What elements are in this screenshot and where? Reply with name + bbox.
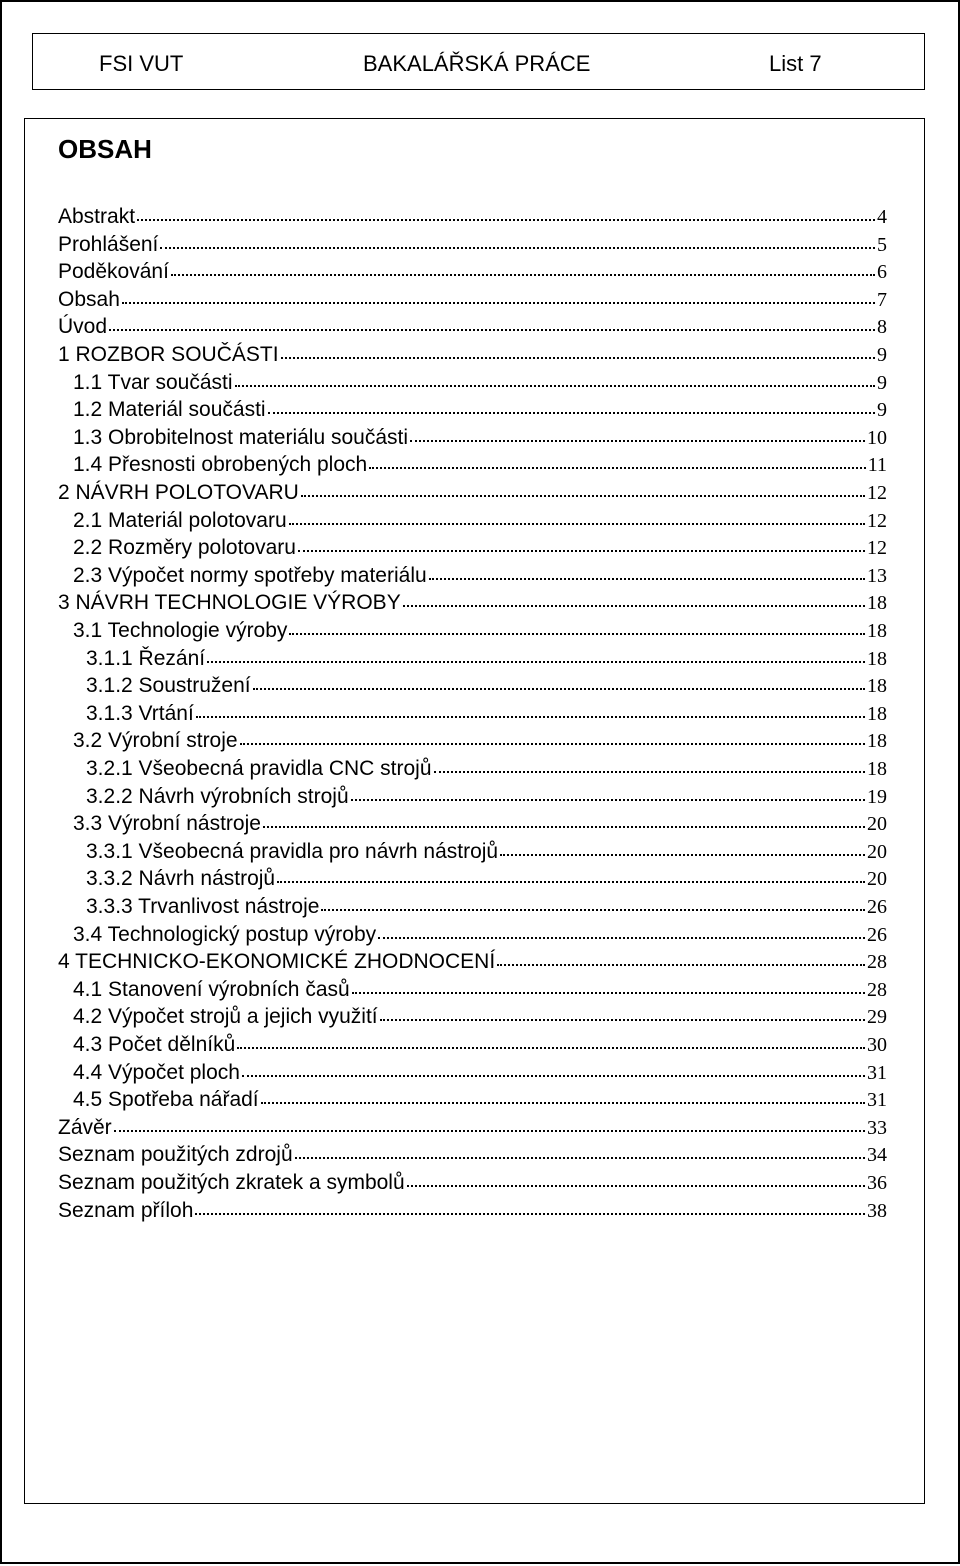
toc-dot-leader [277,875,865,883]
toc-entry-page-number: 9 [877,344,887,366]
toc-entry-label: 3.2 Výrobní stroje [73,729,238,753]
toc-entry-page-number: 29 [867,1006,887,1029]
toc-entry-label: 1.1 Tvar součásti [73,370,233,394]
toc-entry-label: 4.2 Výpočet strojů a jejich využití [73,1005,378,1029]
toc-dot-leader [109,323,875,331]
header-page-number: List 7 [769,51,822,76]
toc-entry[interactable] [86,757,887,785]
toc-entry-page-number: 31 [867,1089,887,1112]
toc-entry-page-number: 12 [867,482,887,504]
toc-entry-label: 3.3 Výrobní nástroje [73,812,261,836]
toc-entry[interactable] [58,591,887,619]
toc-dot-leader [242,1069,865,1077]
toc-entry-label: 3.4 Technologický postup výroby [73,922,377,946]
toc-dot-leader [434,765,865,773]
toc-entry[interactable] [58,1143,887,1171]
toc-entry[interactable] [73,1088,887,1116]
toc-entry-label: 3.1 Technologie výroby [73,619,288,642]
toc-dot-leader [137,213,875,221]
toc-entry-page-number: 5 [877,233,887,256]
toc-entry[interactable] [58,315,887,343]
toc-entry[interactable] [86,647,887,675]
toc-entry[interactable] [58,950,887,978]
toc-entry-label: Seznam příloh [58,1198,194,1222]
toc-entry-page-number: 26 [867,896,887,918]
toc-entry-label: 4 TECHNICKO-EKONOMICKÉ ZHODNOCENÍ [58,950,496,974]
toc-entry-page-number: 19 [867,785,887,808]
toc-entry-page-number: 31 [867,1061,887,1084]
toc-entry-page-number: 11 [867,454,887,477]
toc-entry[interactable] [73,729,887,757]
toc-entry[interactable] [73,619,887,647]
toc-dot-leader [301,489,865,497]
toc-entry-page-number: 10 [867,426,887,449]
toc-entry-label: Abstrakt [58,205,136,228]
toc-entry-label: Závěr [58,1115,112,1139]
toc-entry-page-number: 20 [867,813,887,836]
toc-dot-leader [171,268,875,276]
toc-entry[interactable] [73,398,887,426]
toc-entry[interactable] [73,923,887,951]
toc-entry-label: Prohlášení [58,232,159,256]
toc-dot-leader [195,1207,865,1215]
toc-entry[interactable] [86,867,887,895]
toc-entry[interactable] [86,840,887,868]
toc-entry-page-number: 13 [867,564,887,587]
toc-entry-page-number: 12 [867,509,887,532]
toc-entry-page-number: 9 [877,371,887,394]
toc-entry-page-number: 38 [867,1199,887,1222]
toc-entry-label: 3.3.1 Všeobecná pravidla pro návrh nástrojů [86,839,499,863]
toc-entry-page-number: 9 [877,399,887,422]
toc-entry-page-number: 36 [867,1172,887,1194]
toc-entry-label: Poděkování [58,260,169,284]
toc-entry[interactable] [58,1116,887,1144]
toc-entry-label: 3.1.2 Soustružení [86,674,251,698]
toc-entry-page-number: 18 [867,758,887,780]
toc-entry-label: 1.3 Obrobitelnost materiálu součásti [73,425,409,449]
toc-entry-label: Seznam použitých zdrojů [58,1143,293,1167]
toc-entry-label: 2.3 Výpočet normy spotřeby materiálu [73,563,427,587]
toc-dot-leader [352,986,865,994]
toc-dot-leader [403,599,865,607]
toc-entry-label: 3.2.1 Všeobecná pravidla CNC strojů [86,757,432,780]
toc-dot-leader [497,958,865,966]
toc-entry[interactable] [73,1005,887,1033]
toc-dot-leader [160,241,875,249]
toc-entry[interactable] [73,509,887,537]
toc-dot-leader [380,1013,865,1021]
toc-entry-page-number: 4 [877,206,887,228]
header-institution: FSI VUT [99,51,184,76]
toc-dot-leader [295,1151,865,1159]
toc-dot-leader [369,461,866,469]
toc-dot-leader [321,903,865,911]
toc-entry[interactable] [73,1033,887,1061]
toc-entry-page-number: 18 [867,675,887,698]
toc-entry[interactable] [73,371,887,399]
toc-entry-label: 1.4 Přesnosti obrobených ploch [73,453,368,477]
toc-entry-label: Seznam použitých zkratek a symbolů [58,1171,405,1194]
toc-entry-label: 3 NÁVRH TECHNOLOGIE VÝROBY [58,591,401,615]
toc-entry[interactable] [58,1171,887,1199]
toc-entry[interactable] [86,785,887,813]
toc-dot-leader [122,296,875,304]
toc-entry-page-number: 18 [867,620,887,642]
toc-dot-leader [253,682,865,690]
toc-entry-label: 3.1.1 Řezání [86,646,206,670]
toc-dot-leader [378,931,865,939]
toc-entry-page-number: 20 [867,868,887,891]
toc-entry-page-number: 12 [867,537,887,560]
toc-dot-leader [351,793,865,801]
toc-entry-page-number: 18 [867,702,887,725]
toc-entry-page-number: 7 [877,288,887,311]
toc-entry-page-number: 18 [867,592,887,615]
toc-entry-page-number: 20 [867,840,887,863]
toc-entry[interactable] [73,978,887,1006]
toc-entry-page-number: 33 [867,1116,887,1139]
toc-dot-leader [261,1096,865,1104]
toc-dot-leader [298,544,865,552]
toc-entry[interactable] [86,702,887,730]
toc-entry[interactable] [58,233,887,261]
toc-dot-leader [196,710,865,718]
toc-dot-leader [429,572,865,580]
toc-title: OBSAH [58,134,152,164]
toc-entry[interactable] [58,481,887,509]
header-document-type: BAKALÁŘSKÁ PRÁCE [363,51,591,76]
toc-dot-leader [268,406,875,414]
toc-entry-label: Úvod [58,315,108,339]
toc-entry[interactable] [73,536,887,564]
toc-entry-page-number: 8 [877,316,887,339]
toc-entry[interactable] [58,205,887,233]
toc-dot-leader [289,517,865,525]
toc-entry[interactable] [73,812,887,840]
toc-entry-label: 1.2 Materiál součásti [73,398,266,422]
toc-dot-leader [263,820,865,828]
toc-entry[interactable] [58,1199,887,1227]
toc-entry-label: 2.2 Rozměry polotovaru [73,536,296,560]
toc-entry[interactable] [73,1061,887,1089]
toc-entry[interactable] [73,564,887,592]
toc-entry[interactable] [73,453,887,481]
toc-entry[interactable] [58,343,887,371]
toc-entry-label: 4.1 Stanovení výrobních časů [73,977,350,1001]
toc-entry-label: 1 ROZBOR SOUČÁSTI [58,343,279,366]
toc-entry-page-number: 26 [867,923,887,946]
toc-dot-leader [289,627,865,635]
toc-entry-label: 4.4 Výpočet ploch [73,1060,240,1084]
toc-entry-label: 3.2.2 Návrh výrobních strojů [86,784,349,808]
toc-entry-page-number: 28 [867,978,887,1001]
toc-dot-leader [407,1179,865,1187]
toc-entry-label: 2 NÁVRH POLOTOVARU [58,481,299,504]
toc-entry[interactable] [86,895,887,923]
toc-dot-leader [235,379,875,387]
toc-entry-label: 3.1.3 Vrtání [86,701,194,725]
toc-dot-leader [281,351,875,359]
toc-entry-label: 4.5 Spotřeba nářadí [73,1088,259,1112]
toc-dot-leader [114,1124,865,1132]
toc-entry-page-number: 34 [867,1144,887,1167]
toc-entry-page-number: 18 [867,730,887,753]
toc-dot-leader [500,848,865,856]
toc-dot-leader [237,1041,865,1049]
toc-entry-label: 3.3.3 Trvanlivost nástroje [86,895,320,918]
toc-entry-label: 2.1 Materiál polotovaru [73,508,287,532]
toc-entry-page-number: 6 [877,261,887,284]
toc-dot-leader [240,737,865,745]
toc-dot-leader [207,655,865,663]
toc-entry-label: 4.3 Počet dělníků [73,1033,236,1056]
page-header [32,33,925,90]
toc-entry-label: 3.3.2 Návrh nástrojů [86,867,276,891]
toc-entry-page-number: 18 [867,647,887,670]
toc-entry[interactable] [86,674,887,702]
toc-entry-label: Obsah [58,287,120,311]
toc-entry-page-number: 30 [867,1034,887,1056]
toc-entry[interactable] [73,426,887,454]
toc-entry[interactable] [58,260,887,288]
toc-dot-leader [410,434,865,442]
toc-entry[interactable] [58,288,887,316]
toc-entry-page-number: 28 [867,951,887,974]
